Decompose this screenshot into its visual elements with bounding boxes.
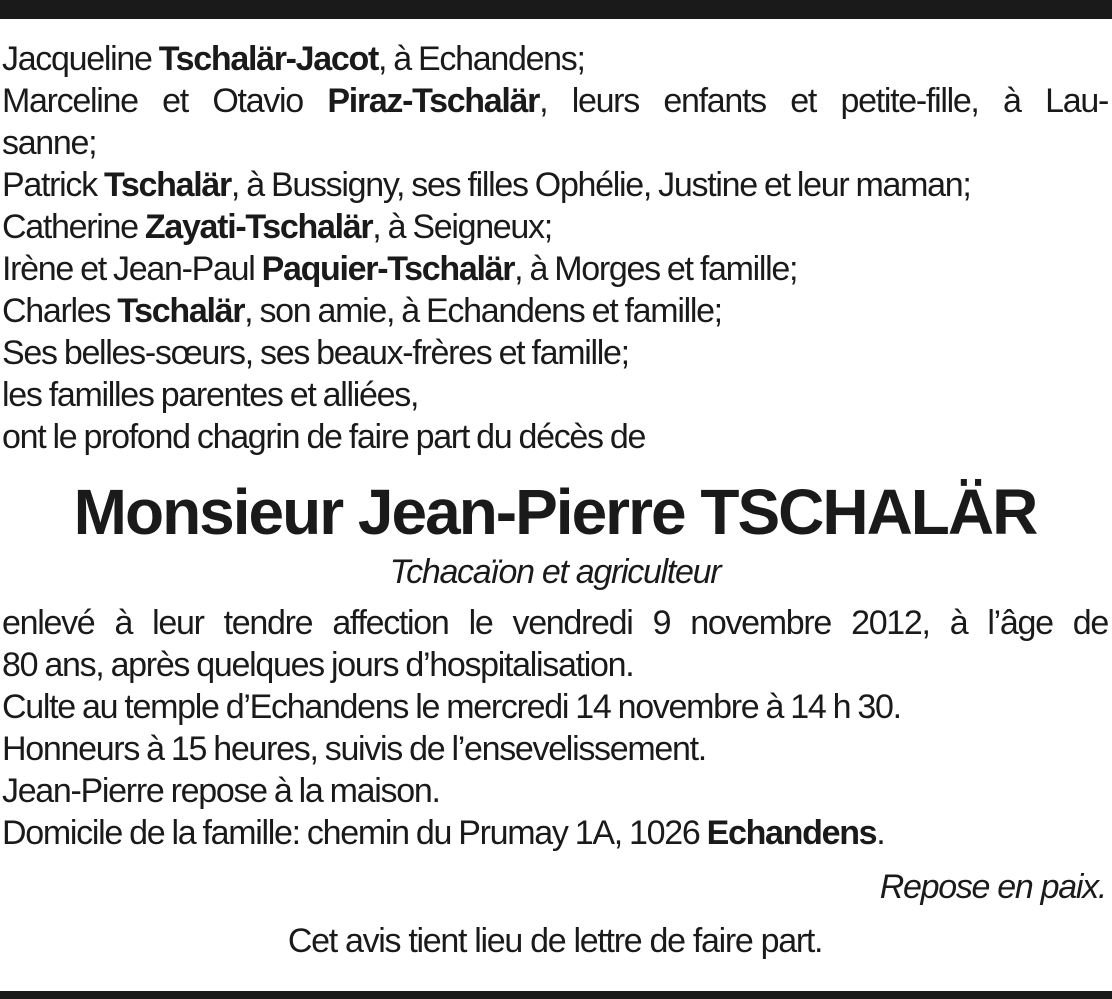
line-text: Domicile de la famille: chemin du Prumay 1A, 1026 <box>2 814 707 852</box>
line-text: . <box>876 814 885 852</box>
line-text: Honneurs à 15 heures, suivis de l’ensevelissement. <box>2 730 706 768</box>
family-line <box>2 164 1108 206</box>
family-line <box>2 290 1108 332</box>
detail-line <box>2 644 1108 686</box>
line-text: les familles parentes et alliées, <box>2 376 419 414</box>
line-text: Irène et Jean-Paul <box>2 250 262 288</box>
family-surname: Piraz-Tschalär <box>327 82 540 120</box>
line-text: , à Seigneux; <box>372 208 552 246</box>
family-line <box>2 206 1108 248</box>
family-line <box>2 38 1108 80</box>
line-text: Jacqueline <box>2 40 159 78</box>
family-line <box>2 122 1108 164</box>
family-line <box>2 248 1108 290</box>
family-line <box>2 332 1108 374</box>
family-surname: Paquier-Tschalär <box>261 250 515 288</box>
closing-text: Cet avis tient lieu de lettre de faire part. <box>287 922 823 960</box>
family-surname: Tschalär <box>117 292 245 330</box>
line-text: Catherine <box>2 208 145 246</box>
line-text: Patrick <box>2 166 104 204</box>
detail-line <box>2 728 1108 770</box>
family-surname: Tschalär <box>103 166 231 204</box>
line-text: Jean-Pierre repose à la maison. <box>2 772 440 810</box>
line-text: , à Morges et famille; <box>514 250 798 288</box>
line-text: Ses belles-sœurs, ses beaux-frères et famille; <box>2 334 629 372</box>
farewell-text: Repose en paix. <box>879 868 1106 906</box>
line-text: enlevé à leur tendre affection le vendredi 9 novembre 2012, à l’âge de <box>2 604 1108 642</box>
line-text: Charles <box>2 292 118 330</box>
line-text: Marceline et Otavio <box>2 82 328 120</box>
line-text: ont le profond chagrin de faire part du décès de <box>2 418 646 456</box>
deceased-name: Monsieur Jean-Pierre TSCHALÄR <box>73 476 1037 548</box>
family-line <box>2 416 1108 458</box>
line-text: sanne; <box>2 124 97 162</box>
top-border-rule <box>0 0 1112 19</box>
line-text: , à Echandens; <box>378 40 585 78</box>
family-line <box>2 374 1108 416</box>
death-notice <box>2 38 1108 962</box>
detail-line <box>2 686 1108 728</box>
line-text: Culte au temple d’Echandens le mercredi 14 novembre à 14 h 30. <box>2 688 901 726</box>
domicile-town: Echandens <box>706 814 877 852</box>
line-text: , leurs enfants et petite-fille, à Lau- <box>539 82 1108 120</box>
detail-line <box>2 812 1108 854</box>
family-line <box>2 80 1108 122</box>
detail-line <box>2 770 1108 812</box>
notice-details <box>2 602 1108 854</box>
line-text: , son amie, à Echandens et famille; <box>244 292 722 330</box>
detail-line <box>2 602 1108 644</box>
family-list <box>2 38 1108 458</box>
family-surname: Zayati-Tschalär <box>144 208 373 246</box>
line-text: , à Bussigny, ses filles Ophélie, Justine et leur maman; <box>230 166 971 204</box>
deceased-profession: Tchacaïon et agriculteur <box>389 553 721 591</box>
family-surname: Tschalär-Jacot <box>158 40 378 78</box>
line-text: 80 ans, après quelques jours d’hospitalisation. <box>2 646 634 684</box>
bottom-border-rule <box>0 991 1112 999</box>
